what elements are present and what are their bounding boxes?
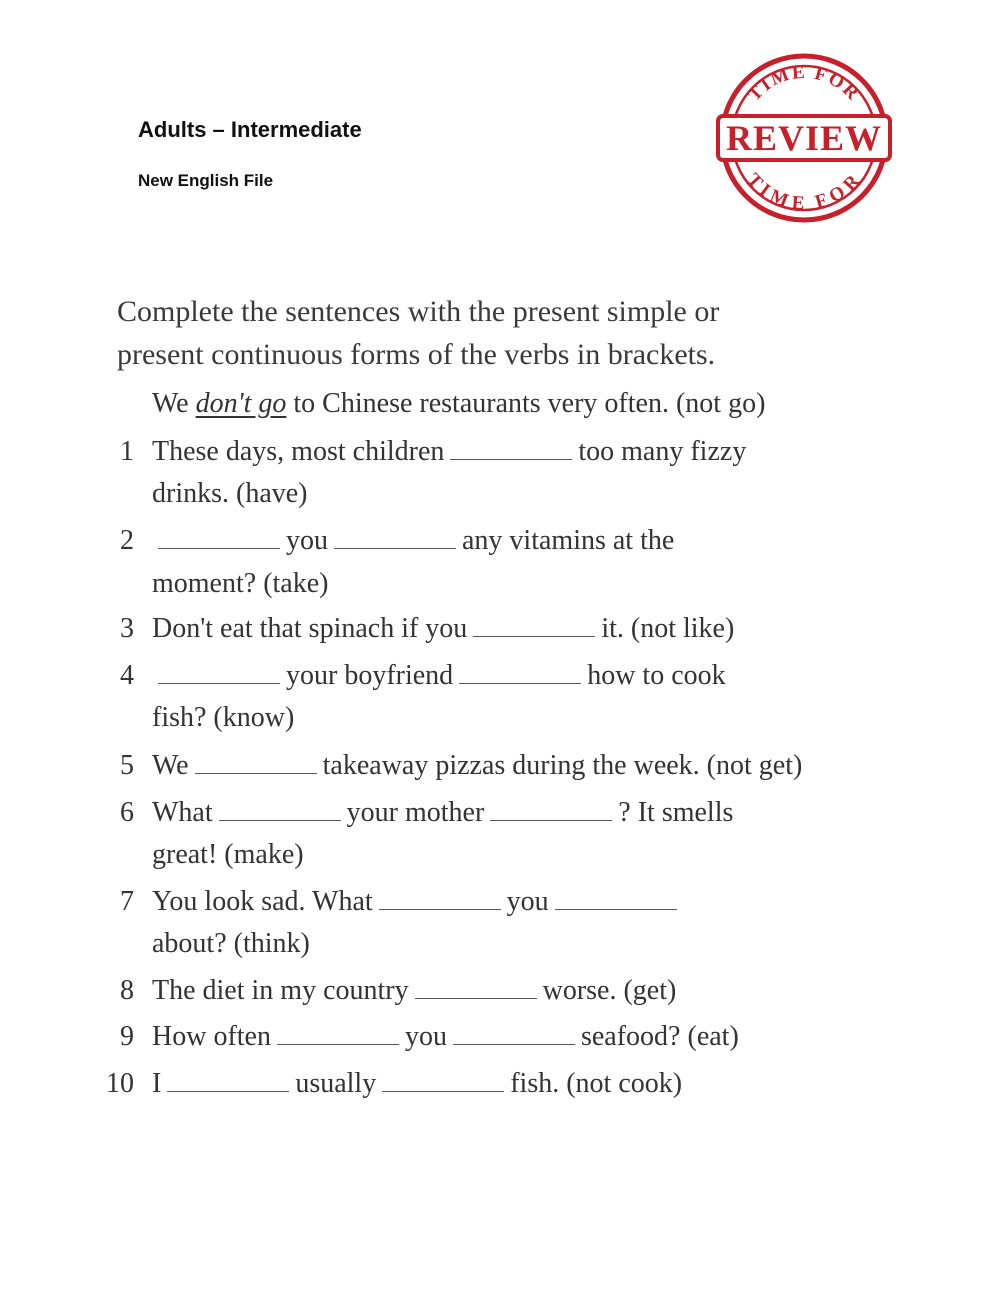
answer-blank[interactable] bbox=[555, 889, 677, 910]
item-2-line-1 bbox=[152, 525, 674, 557]
answer-blank[interactable] bbox=[382, 1071, 504, 1092]
item-number: 4 bbox=[120, 660, 134, 691]
stamp-main-text: REVIEW bbox=[725, 118, 883, 158]
item-number: 7 bbox=[120, 886, 134, 917]
answer-blank[interactable] bbox=[158, 528, 280, 549]
example-before: We bbox=[152, 388, 189, 419]
exercise-instructions bbox=[117, 290, 897, 376]
answer-blank[interactable] bbox=[379, 889, 501, 910]
item-number: 3 bbox=[120, 613, 134, 644]
sentence-text: takeaway pizzas during the week. (not get) bbox=[322, 750, 803, 781]
answer-blank[interactable] bbox=[167, 1071, 289, 1092]
sentence-text: fish? (know) bbox=[152, 702, 295, 733]
sentence-text: These days, most children bbox=[152, 436, 445, 467]
sentence-text: seafood? (eat) bbox=[580, 1021, 739, 1052]
instructions-line-1: Complete the sentences with the present simple or bbox=[117, 295, 720, 328]
worksheet-level-title: Adults – Intermediate bbox=[138, 117, 362, 142]
sentence-text: What bbox=[152, 797, 213, 828]
sentence-text: you bbox=[506, 886, 549, 917]
answer-blank[interactable] bbox=[473, 616, 595, 637]
item-6-line-1 bbox=[152, 797, 733, 829]
answer-blank[interactable] bbox=[334, 528, 456, 549]
item-4-line-1 bbox=[152, 660, 726, 692]
time-for-review-stamp bbox=[716, 50, 892, 226]
item-number: 2 bbox=[120, 525, 134, 556]
example-sentence bbox=[152, 388, 765, 420]
answer-blank[interactable] bbox=[219, 800, 341, 821]
item-8-line-1 bbox=[152, 975, 676, 1007]
item-2-line-2 bbox=[152, 568, 328, 600]
sentence-text: you bbox=[286, 525, 328, 556]
item-4-line-2 bbox=[152, 702, 294, 734]
answer-blank[interactable] bbox=[415, 978, 537, 999]
sentence-text: about? (think) bbox=[152, 928, 310, 959]
item-7-line-1 bbox=[152, 886, 683, 918]
sentence-text: ? It smells bbox=[618, 797, 734, 828]
item-number: 1 bbox=[120, 436, 134, 467]
sentence-text: great! (make) bbox=[152, 839, 304, 870]
answer-blank[interactable] bbox=[195, 753, 317, 774]
stamp-bottom-text: TIME FOR bbox=[742, 169, 866, 215]
example-answer: don't go bbox=[195, 388, 287, 419]
sentence-text: moment? (take) bbox=[152, 568, 329, 599]
item-6-line-2 bbox=[152, 839, 304, 871]
item-number: 6 bbox=[120, 797, 134, 828]
instructions-line-2: present continuous forms of the verbs in brackets. bbox=[117, 338, 716, 371]
sentence-text: any vitamins at the bbox=[462, 525, 675, 556]
stamp-top-text: TIME FOR bbox=[743, 61, 865, 106]
sentence-text: I bbox=[152, 1068, 162, 1099]
sentence-text: it. (not like) bbox=[601, 613, 735, 644]
item-9-line-1 bbox=[152, 1021, 739, 1053]
answer-blank[interactable] bbox=[459, 663, 581, 684]
sentence-text: How often bbox=[152, 1021, 271, 1052]
answer-blank[interactable] bbox=[490, 800, 612, 821]
answer-blank[interactable] bbox=[277, 1024, 399, 1045]
sentence-text: Don't eat that spinach if you bbox=[152, 613, 468, 644]
example-after: to Chinese restaurants very often. bbox=[293, 388, 669, 419]
answer-blank[interactable] bbox=[450, 439, 572, 460]
item-number: 9 bbox=[120, 1021, 134, 1052]
item-number: 10 bbox=[106, 1068, 134, 1099]
answer-blank[interactable] bbox=[453, 1024, 575, 1045]
sentence-text: your boyfriend bbox=[286, 660, 454, 691]
sentence-text: You look sad. What bbox=[152, 886, 373, 917]
item-5-line-1 bbox=[152, 750, 802, 782]
sentence-text: worse. (get) bbox=[542, 975, 677, 1006]
item-10-line-1 bbox=[152, 1068, 682, 1100]
answer-blank[interactable] bbox=[158, 663, 280, 684]
sentence-text: fish. (not cook) bbox=[510, 1068, 683, 1099]
sentence-text: The diet in my country bbox=[152, 975, 409, 1006]
item-number: 5 bbox=[120, 750, 134, 781]
sentence-text: drinks. (have) bbox=[152, 478, 308, 509]
sentence-text: how to cook bbox=[587, 660, 726, 691]
sentence-text: We bbox=[152, 750, 189, 781]
item-1-line-2 bbox=[152, 478, 308, 510]
item-3-line-1 bbox=[152, 613, 734, 645]
item-number: 8 bbox=[120, 975, 134, 1006]
item-7-line-2 bbox=[152, 928, 310, 960]
sentence-text: too many fizzy bbox=[578, 436, 747, 467]
sentence-text: your mother bbox=[346, 797, 485, 828]
item-1-line-1 bbox=[152, 436, 746, 468]
example-verb-hint: (not go) bbox=[675, 388, 766, 419]
sentence-text: you bbox=[404, 1021, 447, 1052]
course-book-name: New English File bbox=[138, 171, 274, 190]
sentence-text: usually bbox=[295, 1068, 377, 1099]
